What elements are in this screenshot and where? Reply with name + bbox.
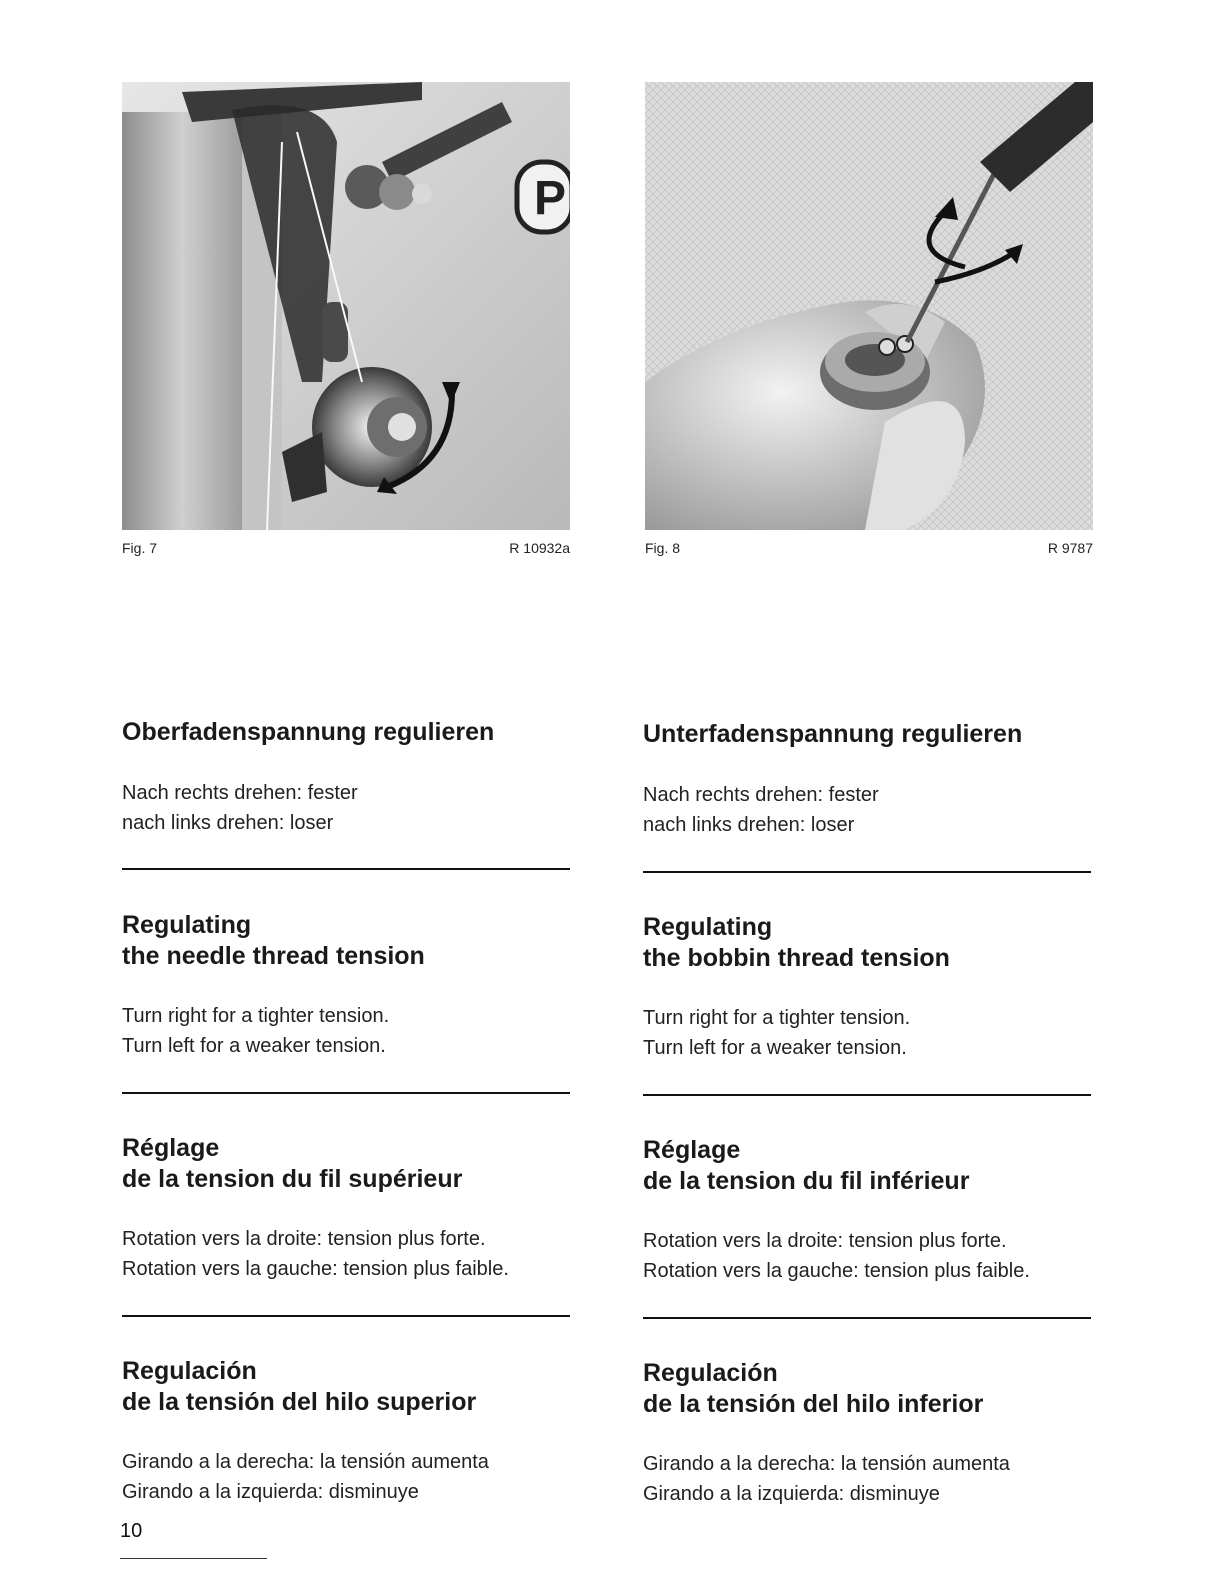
figure-7-photo xyxy=(122,82,570,530)
divider xyxy=(643,1317,1091,1319)
figure-label: Fig. 7 xyxy=(122,540,158,556)
section-spanish-left xyxy=(122,1356,572,1507)
section-german-right xyxy=(643,719,1093,840)
section-german-left xyxy=(122,717,572,838)
divider xyxy=(122,868,570,870)
divider xyxy=(643,871,1091,873)
figure-8-photo xyxy=(645,82,1093,530)
divider xyxy=(643,1094,1091,1096)
section-title: Regulación de la tensión del hilo inferior xyxy=(643,1359,984,1418)
figure-8-caption xyxy=(645,540,1093,556)
figure-7-caption xyxy=(122,540,570,556)
section-title: Regulating the bobbin thread tension xyxy=(643,913,950,972)
svg-text:P: P xyxy=(534,172,567,225)
section-body: Turn right for a tighter tension. Turn left for a weaker tension. xyxy=(122,1005,390,1057)
section-body: Nach rechts drehen: fester nach links drehen: loser xyxy=(122,782,358,834)
section-title: Oberfadenspannung regulieren xyxy=(122,718,495,746)
section-english-left xyxy=(122,910,572,1061)
divider xyxy=(122,1315,570,1317)
section-spanish-right xyxy=(643,1358,1093,1509)
section-body: Nach rechts drehen: fester nach links drehen: loser xyxy=(643,784,879,836)
divider xyxy=(122,1092,570,1094)
section-title: Regulating the needle thread tension xyxy=(122,911,425,970)
section-french-left xyxy=(122,1133,572,1284)
needle-tension-photo xyxy=(122,82,570,530)
section-body: Rotation vers la droite: tension plus forte. Rotation vers la gauche: tension plus faible. xyxy=(122,1228,509,1280)
section-body: Rotation vers la droite: tension plus forte. Rotation vers la gauche: tension plus faible. xyxy=(643,1230,1030,1282)
section-title: Unterfadenspannung regulieren xyxy=(643,720,1023,748)
section-title: Réglage de la tension du fil inférieur xyxy=(643,1136,970,1195)
section-english-right xyxy=(643,912,1093,1063)
section-body: Turn right for a tighter tension. Turn left for a weaker tension. xyxy=(643,1007,911,1059)
page-number: 10 xyxy=(120,1520,143,1542)
section-title: Réglage de la tension du fil supérieur xyxy=(122,1134,463,1193)
footer-rule xyxy=(120,1558,267,1559)
section-title: Regulación de la tensión del hilo superior xyxy=(122,1357,477,1416)
figure-code: R 9787 xyxy=(1047,540,1093,556)
figure-label: Fig. 8 xyxy=(645,540,681,556)
section-body: Girando a la derecha: la tensión aumenta Girando a la izquierda: disminuye xyxy=(643,1453,1010,1505)
figure-code: R 10932a xyxy=(509,540,570,556)
section-body: Girando a la derecha: la tensión aumenta Girando a la izquierda: disminuye xyxy=(122,1451,489,1503)
section-french-right xyxy=(643,1135,1093,1286)
bobbin-tension-photo xyxy=(645,82,1093,530)
